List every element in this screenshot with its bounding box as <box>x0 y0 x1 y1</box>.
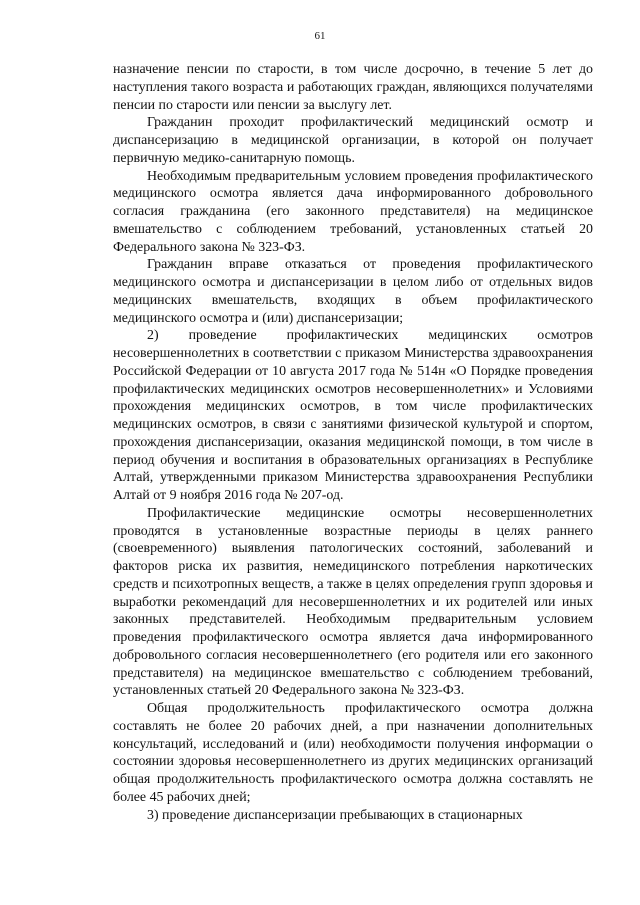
paragraph: Гражданин вправе отказаться от проведения профилактического медицинского осмотра и диспансеризации в целом либо от отдельных видов медицинских вмешательств, входящих в объем профилактического медицинского осмотра и (или) диспансеризации; <box>113 257 593 326</box>
paragraph: Гражданин проходит профилактический медицинский осмотр и диспансеризацию в медицинской организации, в которой он получает первичную медико-санитарную помощь. <box>113 115 593 166</box>
paragraph: Общая продолжительность профилактического осмотра должна составлять не более 20 рабочих дней, а при назначении дополнительных консультаций, исследований и (или) необходимости получения информации о состоянии здоровья несовершеннолетнего из других медицинских организаций общая продолжительность профилактического осмотра должна составлять не более 45 рабочих дней; <box>113 701 593 805</box>
paragraph: Профилактические медицинские осмотры несовершеннолетних проводятся в установленные возрастные периоды в целях раннего (своевременного) выявления патологических состояний, заболеваний и факторов риска их развития, немедицинского потребления наркотических средств и психотропных веществ, а также в целях определения групп здоровья и выработки рекомендаций для несовершеннолетних и их родителей или иных законных представителей. Необходимым предварительным условием проведения профилактического осмотра является дача информированного добровольного согласия несовершеннолетнего (его родителя или его законного представителя) на медицинское вмешательство с соблюдением требований, установленных статьей 20 Федерального закона № 323-ФЗ. <box>113 505 593 699</box>
paragraph: Необходимым предварительным условием проведения профилактического медицинского осмотра является дача информированного добровольного согласия гражданина (его законного представителя) на медицинское вмешательство с соблюдением требований, установленных статьей 20 Федерального закона № 323-ФЗ. <box>113 168 593 255</box>
document-body <box>113 61 593 824</box>
paragraph: назначение пенсии по старости, в том числе досрочно, в течение 5 лет до наступления такого возраста и работающих граждан, являющихся получателями пенсии по старости или пенсии за выслугу лет. <box>113 62 593 113</box>
page-number: 61 <box>314 30 326 42</box>
paragraph: 2) проведение профилактических медицинских осмотров несовершеннолетних в соответствии с приказом Министерства здравоохранения Российской Федерации от 10 августа 2017 года № 514н «О Порядке проведения профилактических медицинских осмотров несовершеннолетних» и Условиями прохождения медицинских осмотров, в том числе профилактических медицинских осмотров, в связи с занятиями физической культурой и спортом, прохождения диспансеризации, оказания медицинской помощи, в том числе в период обучения и воспитания в образовательных организациях в Республике Алтай, утвержденными приказом Министерства здравоохранения Республики Алтай от 9 ноября 2016 года № 207-од. <box>113 328 593 503</box>
paragraph: 3) проведение диспансеризации пребывающих в стационарных <box>147 807 523 823</box>
